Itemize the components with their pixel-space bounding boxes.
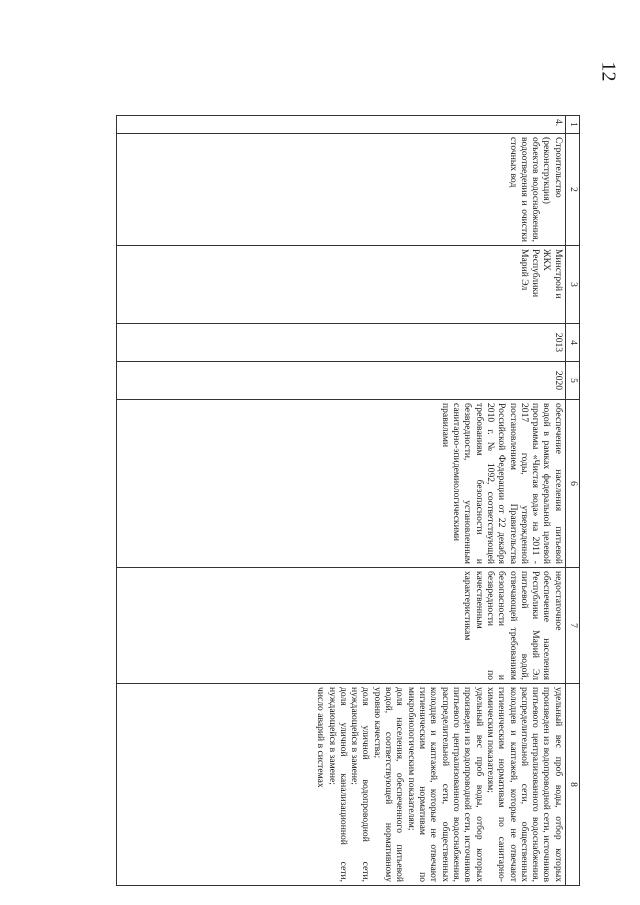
measure-name: Строительство (реконструкция) объектов водоснабжения, водоотведения и очистки сточных вод	[116, 134, 565, 246]
column-header-6: 6	[565, 400, 579, 568]
column-header-4: 4	[565, 324, 579, 362]
expected-result: обеспечение населения питьевой водой в рамках федеральной целевой программы «Чистая вода» на 2011 - 2017 годы, утвержденной постановлением Правительства Российской Федерации от 22 декабря 2010 г. № 1092, соответствующей требованиям безопасности и безвредности, установленным санитарно-эпидемиологическими правилами	[116, 400, 565, 568]
column-header-2: 2	[565, 134, 579, 246]
indicators: удельный вес проб воды, отбор которых произведен из водопроводной сети, источников питьевого централизованного водоснабжения, распределительной сети, общественных колодцев и каптажей, которые не отвечают гигиеническим нормативам по санитарно-химическим показателям; удельный вес проб воды, отбор которых произведен из водопроводной сети, источников питьевого централизованного водоснабжения, распределительной сети, общественных колодцев и каптажей, которые не отвечают гигиеническим нормативам по микробиологическим показателям; доля населения, обеспеченного питьевой водой, соответствующей нормативному уровню качества; доля уличной водопроводной сети, нуждающейся в замене; доля уличной канализационной сети, нуждающейся в замене; число аварий в системах	[116, 684, 565, 886]
column-header-7: 7	[565, 568, 579, 684]
row-number: 4.	[116, 116, 565, 134]
end-year: 2020	[116, 362, 565, 400]
column-header-5: 5	[565, 362, 579, 400]
table-row	[116, 116, 565, 886]
start-year: 2013	[116, 324, 565, 362]
page-number: 12	[597, 61, 620, 82]
column-header-1: 1	[565, 116, 579, 134]
rotated-table-container	[118, 115, 580, 885]
column-header-8: 8	[565, 684, 579, 886]
consequences: недостаточное обеспечение населения Республики Марий Эл питьевой водой, отвечающей требованиям безопасности и безвредности по качественным характеристикам	[116, 568, 565, 684]
executor: Минстрой и ЖКХ Республики Марий Эл	[116, 246, 565, 324]
program-table	[116, 115, 580, 886]
header-row	[565, 116, 579, 886]
column-header-3: 3	[565, 246, 579, 324]
